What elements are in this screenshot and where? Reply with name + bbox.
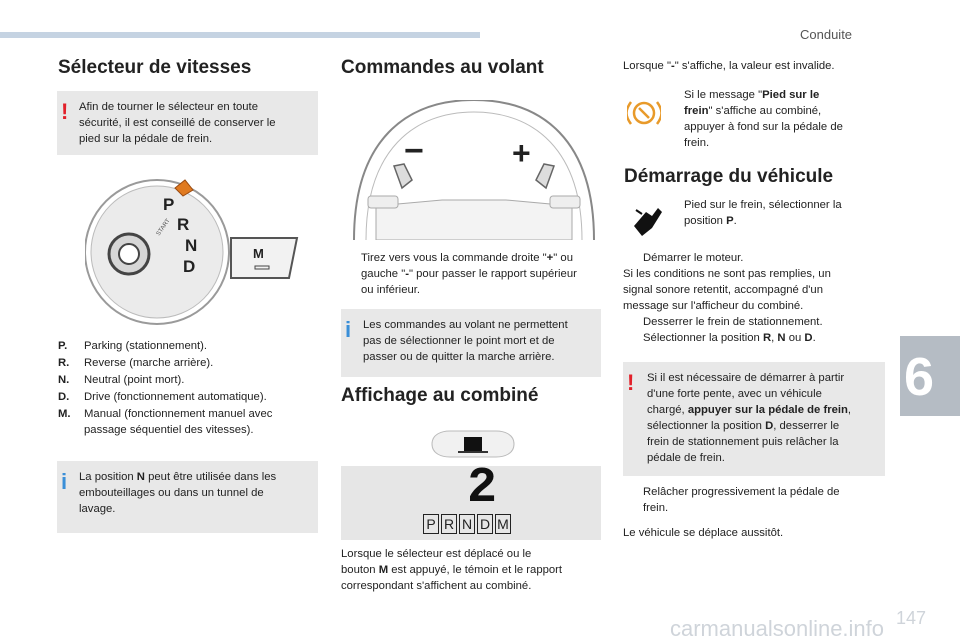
selector-letter: P xyxy=(163,195,175,214)
list-item: P. Parking (stationnement). xyxy=(58,340,208,352)
minus-label: − xyxy=(404,132,424,170)
start-steps: Démarrer le moteur. Si les conditions ne sont pas remplies, un signal sonore retentit, accompagné d'un message sur l'afficheur du combiné. Desserrer le frein de stationnement. Sélectionner la position R, N ou D. xyxy=(623,252,831,344)
cluster-warning-lamp xyxy=(428,428,518,460)
vehicle-moves-text: Le véhicule se déplace aussitôt. xyxy=(623,527,784,539)
gear-letter: D xyxy=(477,514,493,534)
steering-controls-title: Commandes au volant xyxy=(341,57,544,78)
list-item: M. Manual (fonctionnement manuel avec xyxy=(58,408,273,420)
start-step-1: Pied sur le frein, sélectionner la position P. xyxy=(684,199,842,227)
warning-note-slope: ! Si il est nécessaire de démarrer à partir d'une forte pente, avec un véhicule chargé, appuyer sur la pédale de frein, sélectionner la position D, desserrer le frein de stationnement puis relâcher la pédale de frein. xyxy=(623,362,885,476)
cluster-display-title: Affichage au combiné xyxy=(341,385,539,406)
gear-digit: 2 xyxy=(467,460,498,517)
selector-letter: D xyxy=(183,257,196,276)
gear-letter: M xyxy=(495,514,511,534)
start-label: START xyxy=(155,218,172,238)
cluster-display-text: Lorsque le sélecteur est déplacé ou le bouton M est appuyé, le témoin et le rapport correspondant s'affichent au combiné. xyxy=(341,548,563,592)
steering-wheel-illustration xyxy=(346,100,602,240)
gear-letter: P xyxy=(423,514,439,534)
plus-label: + xyxy=(512,135,531,171)
info-icon: i xyxy=(345,317,352,342)
list-item: D. Drive (fonctionnement automatique). xyxy=(58,391,267,403)
gear-selector-title: Sélecteur de vitesses xyxy=(58,57,252,78)
foot-pedal-icon xyxy=(630,202,664,238)
warning-icon: ! xyxy=(61,99,69,124)
warning-icon: ! xyxy=(627,370,635,395)
foot-on-brake-icon xyxy=(627,98,661,128)
vehicle-start-title: Démarrage du véhicule xyxy=(624,166,834,187)
steering-instructions: Tirez vers vous la commande droite "+" ou gauche "-" pour passer le rapport supérieur ou inférieur. xyxy=(361,252,577,296)
m-button-label: M xyxy=(253,246,264,261)
header-bar xyxy=(0,32,480,38)
brake-message-text: Si le message "Pied sur le frein" s'affiche au combiné, appuyer à fond sur la pédale de frein. xyxy=(684,89,843,149)
release-brake-step: Relâcher progressivement la pédale de frein. xyxy=(643,486,840,514)
selector-letter: N xyxy=(185,236,198,255)
list-item: N. Neutral (point mort). xyxy=(58,374,185,386)
watermark: carmanualsonline.info xyxy=(670,616,885,641)
cluster-display-box xyxy=(341,460,601,540)
gear-letter: R xyxy=(441,514,457,534)
gear-letters xyxy=(423,514,511,534)
list-item: R. Reverse (marche arrière). xyxy=(58,357,214,369)
warning-note-selector: ! Afin de tourner le sélecteur en toute sécurité, il est conseillé de conserver le pied sur la pédale de frein. xyxy=(57,91,318,155)
chapter-number: 6 xyxy=(904,347,935,407)
info-note-steering: i Les commandes au volant ne permettent pas de sélectionner le point mort et de passer ou de quitter la marche arrière. xyxy=(341,309,601,377)
gear-selector-illustration xyxy=(85,174,315,334)
invalid-value-text: Lorsque "-" s'affiche, la valeur est invalide. xyxy=(623,60,835,72)
info-note-neutral: i La position N peut être utilisée dans les embouteillages ou dans un tunnel de lavage. xyxy=(57,461,318,533)
selector-letter: R xyxy=(177,215,190,234)
section-label: Conduite xyxy=(800,27,853,42)
gear-position-list: P. Parking (stationnement). R. Reverse (marche arrière). N. Neutral (point mort). D. Drive (fonctionnement automatique). M. Manual (fonctionnement manuel avec passage séquentiel des vitesses). xyxy=(58,338,318,438)
page-number: 147 xyxy=(896,608,927,628)
info-icon: i xyxy=(61,469,68,494)
gear-letter: N xyxy=(459,514,475,534)
